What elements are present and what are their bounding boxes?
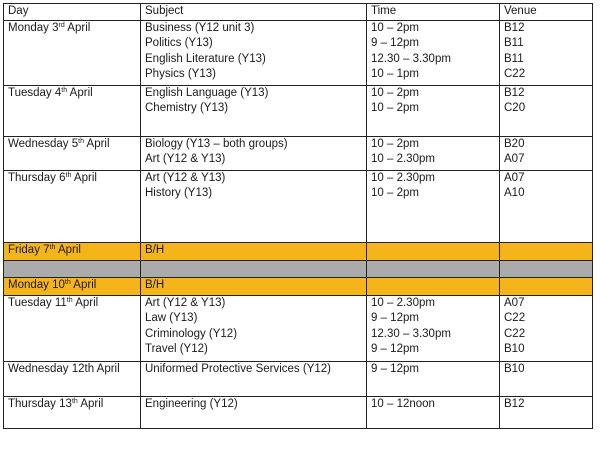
time-item: 12.30 – 3.30pm <box>371 327 451 340</box>
time-cell <box>367 85 500 136</box>
venue-cell <box>500 170 593 242</box>
venue-cell <box>500 295 593 361</box>
separator-cell <box>141 260 367 277</box>
subject-item: Physics (Y13) <box>145 68 216 80</box>
subject-item: History (Y13) <box>145 187 213 199</box>
time-cell <box>367 277 500 295</box>
header-day: Day <box>4 4 141 21</box>
time-cell <box>367 242 500 260</box>
separator-row <box>4 260 593 277</box>
venue-item: B12 <box>504 397 525 410</box>
day-cell <box>4 20 141 85</box>
time-item: 10 – 2.30pm <box>371 153 435 165</box>
venue-item: A07 <box>504 153 525 165</box>
day-label: Tuesday 4th April <box>8 86 93 99</box>
time-item: 9 – 12pm <box>371 343 419 355</box>
time-cell <box>367 361 500 396</box>
header-row <box>4 4 593 21</box>
day-cell <box>4 396 141 428</box>
subject-item: Art (Y12 & Y13) <box>145 153 226 165</box>
subject-item: Uniformed Protective Services (Y12) <box>145 362 331 375</box>
venue-item: B12 <box>504 86 525 99</box>
venue-cell <box>500 277 593 295</box>
time-item: 10 – 2.30pm <box>371 296 435 309</box>
day-label: Thursday 6th April <box>8 171 97 184</box>
time-item: 9 – 12pm <box>371 37 419 49</box>
table-row <box>4 295 593 361</box>
venue-item: B10 <box>504 362 525 375</box>
subject-item: Politics (Y13) <box>145 37 213 49</box>
venue-item: B11 <box>504 52 524 65</box>
time-item: 9 – 12pm <box>371 362 419 375</box>
subject-cell <box>141 396 367 428</box>
holiday-row <box>4 242 593 260</box>
time-cell <box>367 396 500 428</box>
subject-item: Art (Y12 & Y13) <box>145 171 226 184</box>
venue-cell <box>500 20 593 85</box>
time-item: 10 – 2pm <box>371 102 419 114</box>
time-item: 10 – 2pm <box>371 86 419 99</box>
header-subject: Subject <box>141 4 367 21</box>
day-label: Thursday 13th April <box>8 397 104 410</box>
separator-cell <box>367 260 500 277</box>
time-item: 10 – 1pm <box>371 68 419 80</box>
table-row <box>4 136 593 170</box>
subject-item: English Literature (Y13) <box>145 52 266 65</box>
table-row <box>4 396 593 428</box>
time-cell <box>367 20 500 85</box>
time-cell <box>367 136 500 170</box>
subject-item: Chemistry (Y13) <box>145 102 229 114</box>
day-label: Monday 3rd April <box>8 21 91 34</box>
time-item: 10 – 2pm <box>371 21 419 34</box>
subject-cell <box>141 136 367 170</box>
venue-item: B20 <box>504 137 525 150</box>
time-item: 10 – 2pm <box>371 137 419 150</box>
venue-item: C22 <box>504 68 526 80</box>
header-time: Time <box>367 4 500 21</box>
holiday-row <box>4 277 593 295</box>
time-item: 12.30 – 3.30pm <box>371 52 451 65</box>
venue-cell <box>500 85 593 136</box>
day-cell <box>4 85 141 136</box>
separator-cell <box>500 260 593 277</box>
venue-cell <box>500 136 593 170</box>
venue-item: B11 <box>504 37 524 49</box>
day-cell: Wednesday 12th April <box>4 361 141 396</box>
time-cell <box>367 295 500 361</box>
day-label: Tuesday 11th April <box>8 296 99 309</box>
venue-item: A07 <box>504 296 525 309</box>
venue-item: C20 <box>504 102 526 114</box>
venue-item: A10 <box>504 187 525 199</box>
table-row <box>4 361 593 396</box>
time-cell <box>367 170 500 242</box>
subject-item: Law (Y13) <box>145 312 198 324</box>
time-item: 9 – 12pm <box>371 312 419 324</box>
table-row <box>4 20 593 85</box>
day-cell: Monday 10th April <box>4 277 141 295</box>
venue-item: B12 <box>504 21 525 34</box>
subject-cell: B/H <box>141 277 367 295</box>
venue-item: C22 <box>504 327 526 340</box>
subject-cell <box>141 85 367 136</box>
day-cell: Friday 7th April <box>4 242 141 260</box>
subject-cell <box>141 295 367 361</box>
time-item: 10 – 12noon <box>371 397 435 410</box>
subject-item: Engineering (Y12) <box>145 397 238 410</box>
subject-cell <box>141 361 367 396</box>
venue-item: B10 <box>504 343 525 355</box>
subject-cell: B/H <box>141 242 367 260</box>
subject-cell <box>141 170 367 242</box>
venue-cell <box>500 242 593 260</box>
table-row <box>4 85 593 136</box>
subject-item: Business (Y12 unit 3) <box>145 21 255 34</box>
venue-cell <box>500 396 593 428</box>
separator-cell <box>4 260 141 277</box>
subject-item: Biology (Y13 – both groups) <box>145 137 288 150</box>
subject-item: Criminology (Y12) <box>145 327 238 340</box>
subject-item: Travel (Y12) <box>145 343 208 355</box>
subject-item: Art (Y12 & Y13) <box>145 296 226 309</box>
day-cell <box>4 170 141 242</box>
header-venue: Venue <box>500 4 593 21</box>
venue-item: A07 <box>504 171 525 184</box>
exam-timetable <box>3 3 593 429</box>
venue-item: C22 <box>504 312 526 324</box>
day-cell <box>4 136 141 170</box>
table-row <box>4 170 593 242</box>
day-cell <box>4 295 141 361</box>
subject-cell <box>141 20 367 85</box>
day-label: Wednesday 5th April <box>8 137 110 150</box>
time-item: 10 – 2pm <box>371 187 419 199</box>
venue-cell <box>500 361 593 396</box>
time-item: 10 – 2.30pm <box>371 171 435 184</box>
subject-item: English Language (Y13) <box>145 86 269 99</box>
